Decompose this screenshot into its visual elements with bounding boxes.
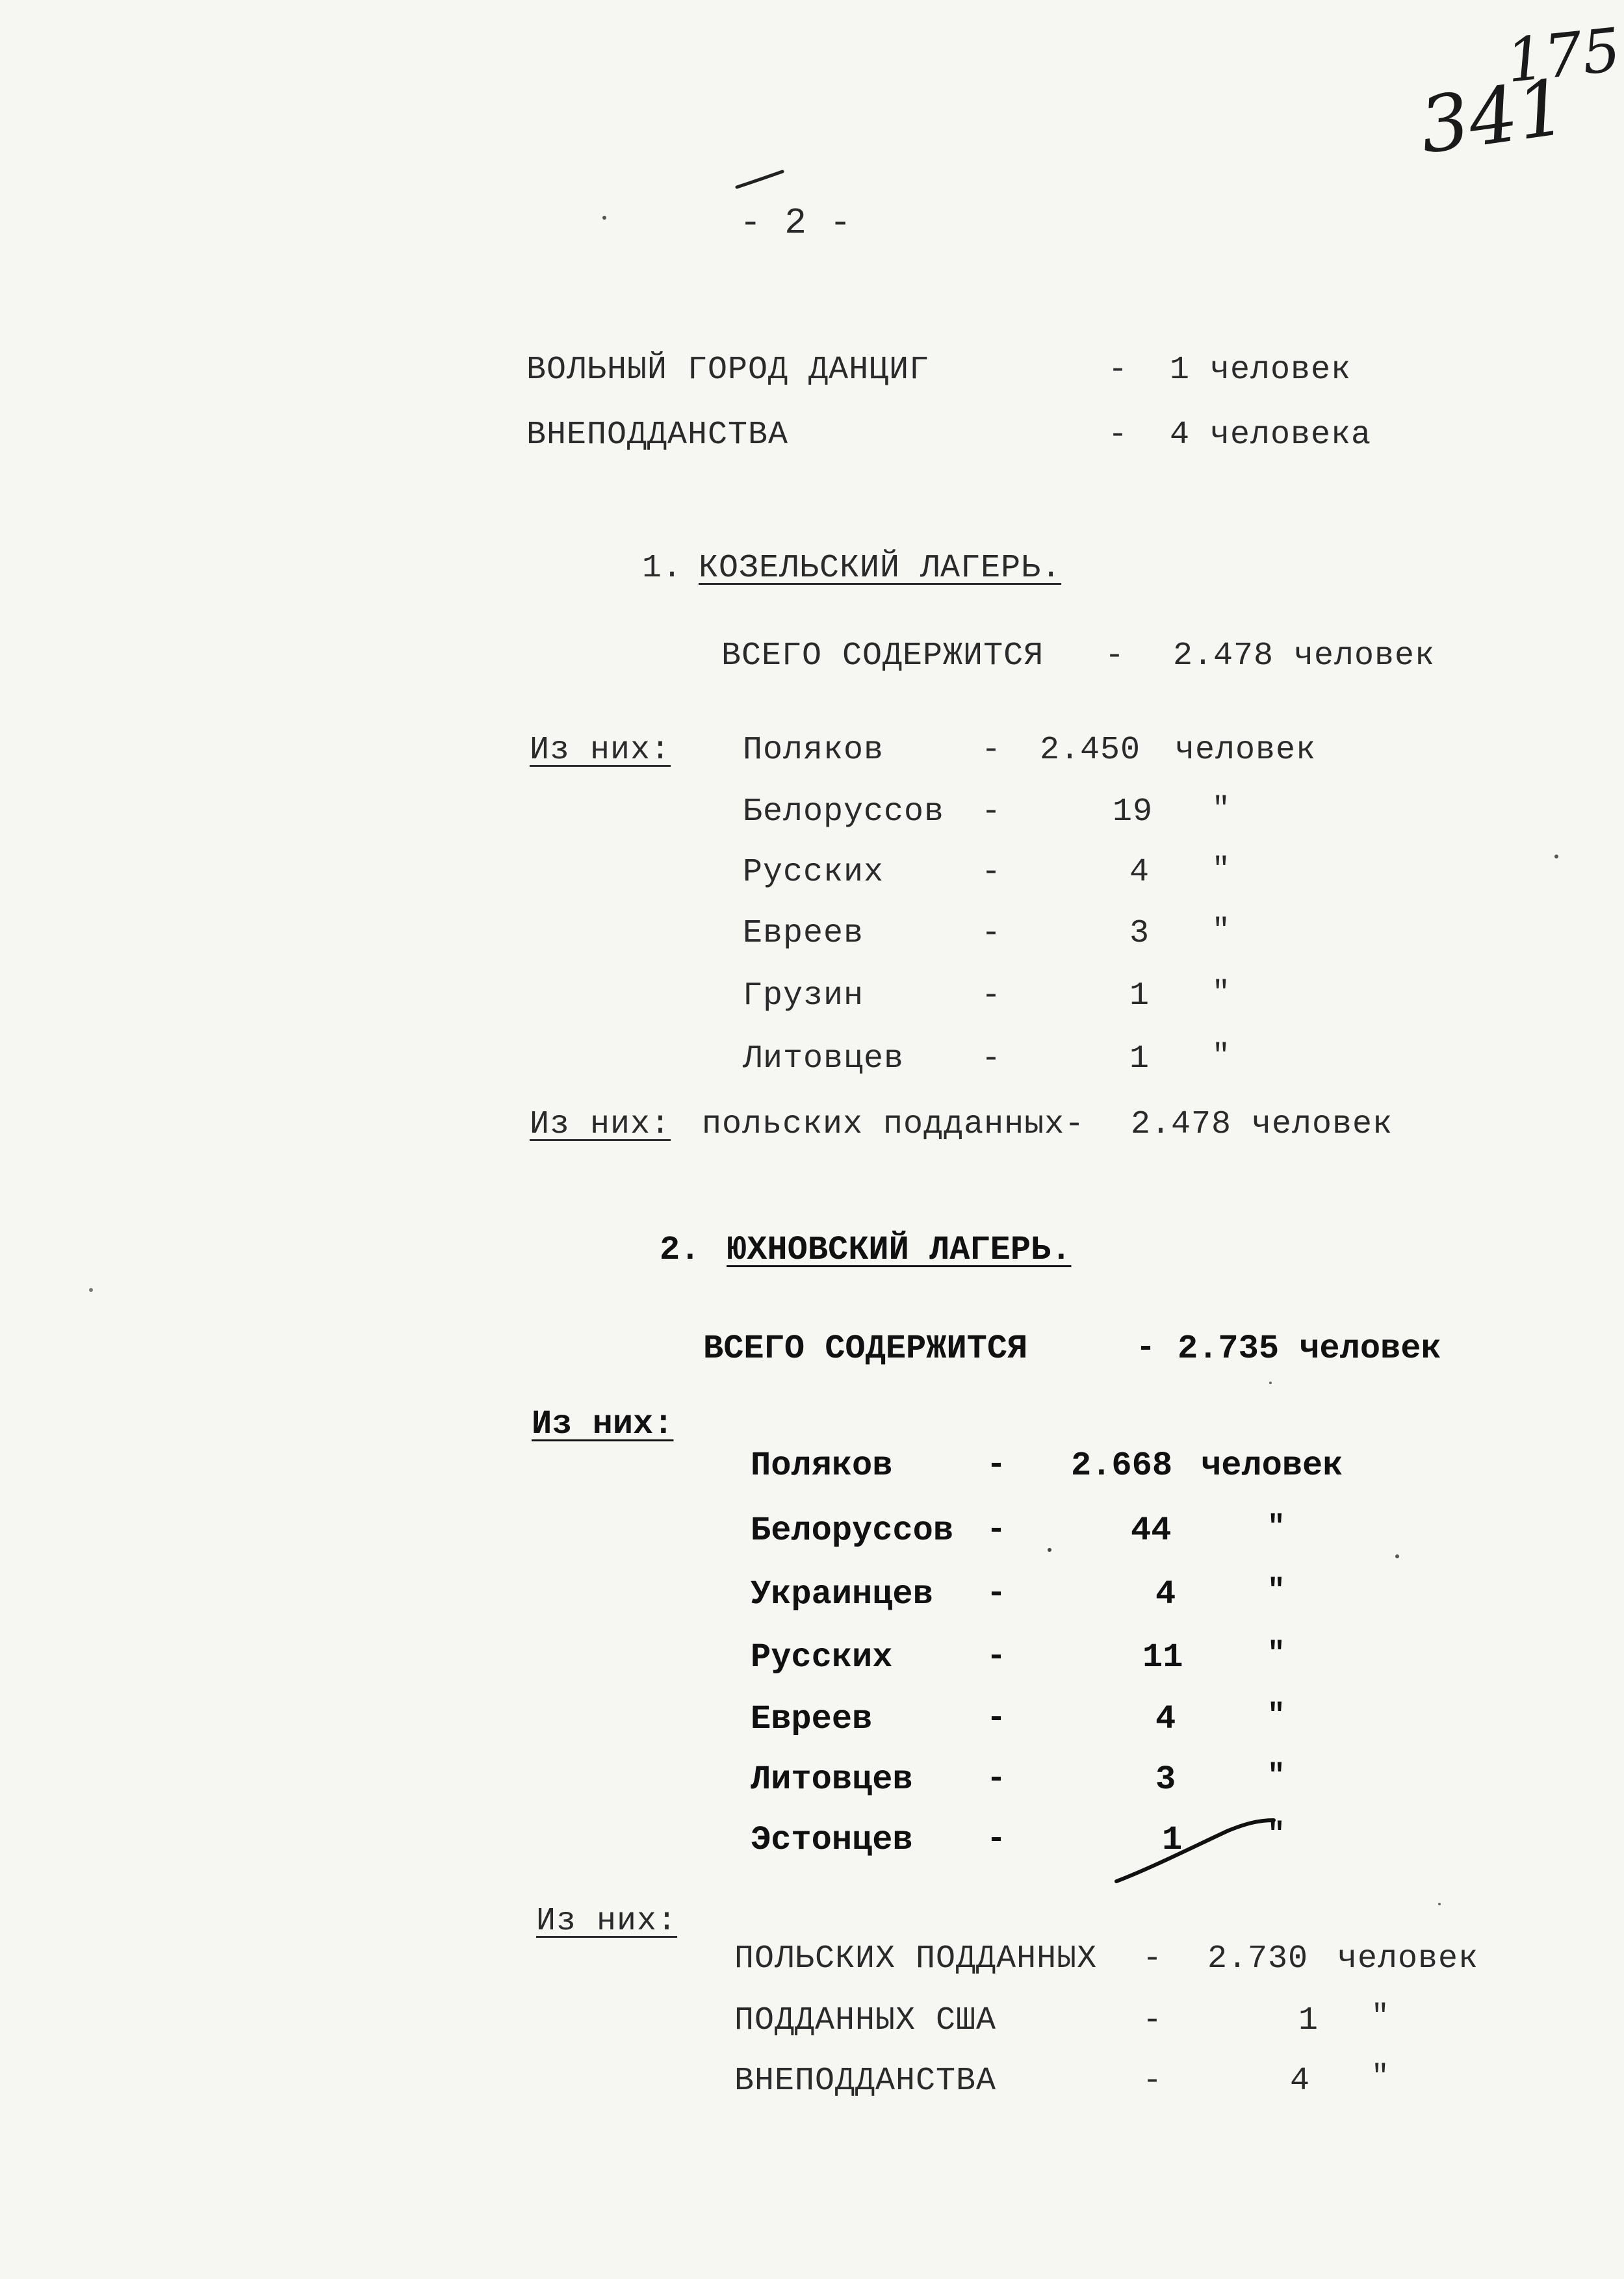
count-value: 1 [1129,1040,1150,1077]
total-value: 2.478 человек [1173,637,1436,675]
section-heading-title: КОЗЕЛЬСКИЙ ЛАГЕРЬ. [699,550,1062,587]
archive-number-superscript: 175 [1502,15,1624,96]
top-line-dash: - [1108,417,1129,454]
section-heading-number: 2. [660,1231,701,1269]
row-dash: - [981,793,1002,830]
top-line-label: ВОЛЬНЫЙ ГОРОД ДАНЦИГ [526,352,930,389]
nationality-name: Поляков [743,732,884,769]
subject-name: ПОЛЬСКИХ ПОДДАННЫХ [734,1940,1098,1977]
row-dash: - [981,977,1002,1014]
row-dash: - [986,1512,1007,1549]
count-value: 4 [1155,1575,1176,1614]
section-heading-title: ЮХНОВСКИЙ ЛАГЕРЬ. [727,1231,1072,1269]
nationality-name: Литовцев [751,1760,913,1799]
count-unit: " [1212,1039,1231,1073]
count-value: 3 [1155,1760,1176,1799]
subject-dash: - [1142,1940,1163,1977]
section-heading-number: 1. [642,550,683,587]
nationality-name: Евреев [751,1700,873,1738]
count-unit: " [1267,1574,1285,1608]
count-value: 4 [1129,854,1150,891]
count-value: 2.668 [1071,1447,1173,1485]
count-value: 2.450 [1040,732,1141,769]
subject-dash: - [1142,2002,1163,2039]
subject-name: ПОДДАННЫХ США [734,2002,997,2039]
count-value: 1 [1162,1821,1183,1859]
nationality-name: Евреев [743,915,864,952]
row-dash: - [981,732,1002,769]
total-label: ВСЕГО СОДЕРЖИТСЯ [703,1330,1028,1368]
nationality-name: Поляков [751,1447,893,1485]
of-them-label: Из них: [532,1405,674,1443]
count-value: 44 [1131,1512,1172,1550]
subject-unit: " [1371,2060,1390,2094]
count-unit: " [1267,1699,1285,1732]
of-them-label: Из них: [530,732,671,769]
nationality-name: Литовцев [743,1040,905,1077]
row-dash: - [981,1040,1002,1077]
count-unit: человек [1201,1447,1343,1485]
nationality-name: Эстонцев [751,1821,913,1859]
nationality-name: Русских [743,854,884,891]
nationality-name: Белоруссов [743,793,945,830]
subjects-label: Из них: [536,1903,678,1940]
count-value: 11 [1142,1638,1183,1677]
nationality-name: Русских [751,1638,893,1677]
archive-number-main: 341 [1414,61,1572,172]
subject-unit: " [1371,2000,1390,2033]
top-line-value: 1 человек [1170,352,1352,389]
subject-value: 1 [1298,2002,1319,2039]
row-dash: - [986,1575,1007,1612]
count-unit: " [1212,914,1231,947]
row-dash: - [981,915,1002,952]
top-line-dash: - [1108,352,1129,389]
row-dash: - [986,1638,1007,1675]
total-dash: - [1105,637,1126,675]
total-value: 2.735 человек [1178,1330,1441,1368]
subjects-value: 2.478 человек [1131,1106,1393,1143]
page-number: - 2 - [740,202,853,244]
subject-dash: - [1142,2063,1163,2100]
nationality-name: Украинцев [751,1575,933,1614]
subjects-text: польских подданных- [702,1106,1085,1143]
count-unit: человек [1175,732,1317,769]
total-label: ВСЕГО СОДЕРЖИТСЯ [721,637,1044,675]
count-value: 1 [1129,977,1150,1014]
row-dash: - [986,1700,1007,1737]
count-value: 4 [1155,1700,1176,1738]
count-value: 3 [1129,915,1150,952]
row-dash: - [981,854,1002,891]
count-unit: " [1267,1510,1285,1544]
subject-name: ВНЕПОДДАНСТВА [734,2063,997,2100]
subject-value: 4 [1290,2063,1311,2100]
subject-unit: человек [1337,1940,1479,1977]
nationality-name: Белоруссов [751,1512,954,1550]
count-unit: " [1212,976,1231,1010]
count-unit: " [1212,853,1231,886]
count-unit: " [1267,1637,1285,1671]
count-unit: " [1212,792,1231,826]
subjects-label: Из них: [530,1106,671,1143]
row-dash: - [986,1760,1007,1797]
nationality-name: Грузин [743,977,864,1014]
subject-value: 2.730 [1207,1940,1309,1977]
total-dash: - [1136,1330,1156,1367]
count-unit: " [1267,1818,1285,1851]
top-line-label: ВНЕПОДДАНСТВА [526,417,789,454]
count-unit: " [1267,1759,1285,1793]
top-line-value: 4 человека [1170,417,1372,454]
count-value: 19 [1113,793,1154,830]
row-dash: - [986,1447,1007,1484]
row-dash: - [986,1821,1007,1858]
